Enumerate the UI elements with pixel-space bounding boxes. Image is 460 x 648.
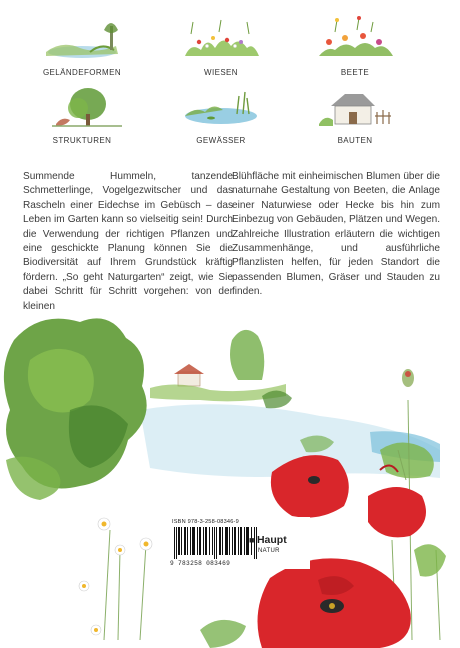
barcode-number: 9 783258 083469 [170,560,231,567]
bed-illustration [305,12,405,64]
category-structures [27,80,137,175]
isbn-label: ISBN 978-3-258-08346-9 [172,519,239,525]
logo-mark-icon: ■ [249,535,257,545]
category-label: BEETE [340,68,370,77]
publisher-logo [249,534,287,546]
category-water [166,80,276,175]
publisher-name: Haupt [256,534,287,546]
shed-illustration [305,80,405,132]
category-label: GEWÄSSER [196,136,246,145]
category-label: WIESEN [204,68,238,77]
publisher-imprint: NATUR [258,548,280,554]
blurb-right-column: Blühfläche mit einheimischen Blumen über die naturnahe Gestaltung von Beeten, die Anlage einer Naturwiese oder Hecke bis hin zum Einbezug von Gebäuden, Plätzen und Wegen. Zahlreiche Illustration erläutern die wichtigen Zusammenhänge, und ausführliche Pflanzlisten helfen, für jeden Standort die passenden Blumen, Gräser und Stauden zu finden. [232,171,440,298]
category-label: STRUKTUREN [52,136,112,145]
barcode-icon [174,527,258,559]
category-label: BAUTEN [337,136,373,145]
pond-illustration [171,80,271,132]
watercolor-garden-poppies-illustration [0,300,460,648]
terrain-illustration [32,12,132,64]
category-buildings [300,80,410,175]
barcode-panel [168,517,310,569]
category-label: GELÄNDEFORMEN [42,68,122,77]
blurb-left-column: Summende Hummeln, tanzende Schmetterlinge, Vogelgezwitscher und das Rascheln einer Eidechse im Gebüsch – das Leben im Garten kann so vielseitig sein! Durch die Verwendung der richtigen Pflanzen und eine geschickte Planung können Sie die Biodiversität auf Ihrem Grundstück kräftig fördern. „So geht Naturgarten“ zeigt, wie Sie dabei Schritt für Schritt vorgehen: von der kleinen [23,171,233,312]
meadow-illustration [171,12,271,64]
tree-structure-illustration [32,80,132,132]
